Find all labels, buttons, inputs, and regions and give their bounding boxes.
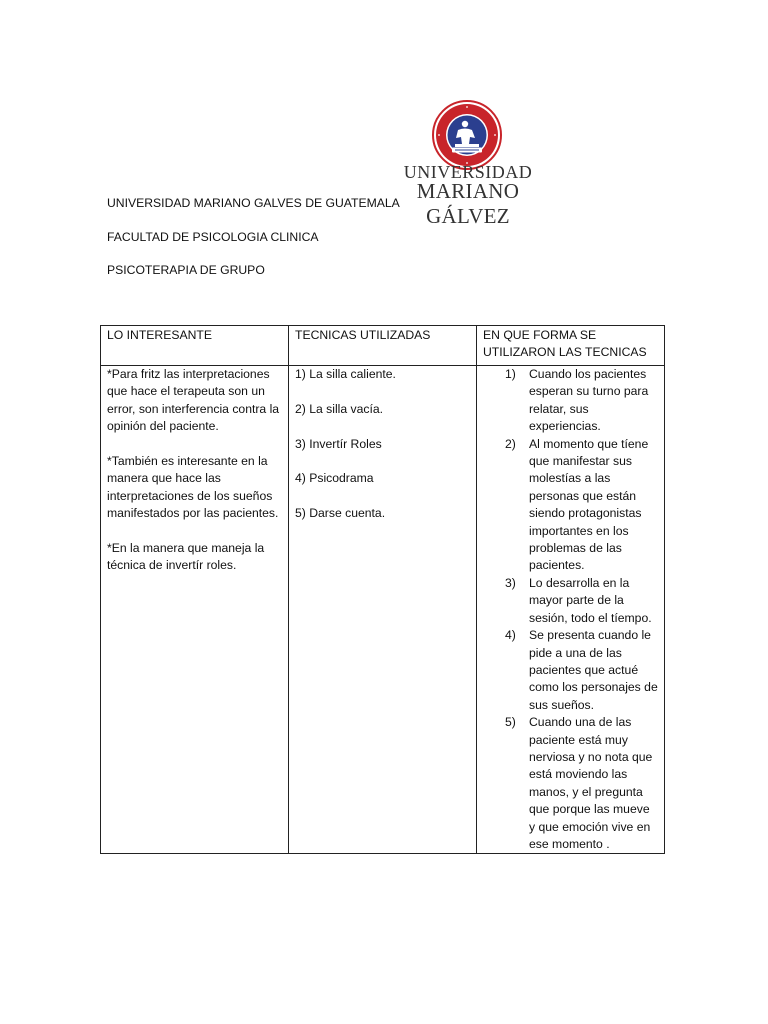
forms-list: [483, 366, 658, 853]
list-item-text: Se presenta cuando le pide a una de las pacientes que actué como los personajes de sus sueños.: [529, 628, 658, 712]
list-item-text: Al momento que tíene que manifestar sus molestías a las personas que están siendo protagonistas importantes en los problemas de las pacientes.: [529, 436, 649, 573]
header-en-que-forma: EN QUE FORMA SE UTILIZARON LAS TECNICAS: [477, 326, 665, 366]
techniques-cell: [289, 366, 477, 854]
list-item: [483, 714, 658, 853]
university-name: UNIVERSIDAD MARIANO GALVES DE GUATEMALA: [107, 196, 400, 210]
table-header-row: [101, 326, 665, 366]
techniques-table: [100, 325, 665, 854]
list-item-text: Cuando una de las paciente está muy nerviosa y no nota que está moviendo las manos, y el pregunta que porque las mueve y que emoción vive en ese momento .: [529, 715, 653, 851]
technique-item: 2) La silla vacía.: [295, 401, 384, 416]
technique-item: 5) Darse cuenta.: [295, 506, 386, 521]
wordmark-universidad: UNIVERSIDAD: [403, 162, 533, 182]
table-row: [101, 366, 665, 854]
interesting-paragraph: *También es interesante en la manera que hace las interpretaciones de los sueños manifestados por las pacientes.: [107, 454, 279, 521]
interesting-paragraph: *En la manera que maneja la técnica de invertír roles.: [107, 541, 265, 573]
interesting-paragraph: *Para fritz las interpretaciones que hace el terapeuta son un error, son interferencia contra la opinión del paciente.: [107, 367, 280, 434]
list-item: [483, 627, 658, 714]
list-item: [483, 575, 658, 627]
list-item-number: 3): [505, 575, 516, 590]
wordmark-mariano-galvez: MARIANO GÁLVEZ: [416, 179, 520, 228]
technique-item: 1) La silla caliente.: [295, 367, 396, 381]
forms-cell: [477, 366, 665, 854]
list-item-number: 2): [505, 436, 516, 451]
list-item-number: 4): [505, 628, 516, 643]
list-item: [483, 436, 658, 575]
list-item-text: Lo desarrolla en la mayor parte de la sesión, todo el tíempo.: [529, 575, 652, 625]
list-item: [483, 366, 658, 436]
technique-item: 3) Invertír Roles: [295, 436, 382, 451]
university-logo: [384, 96, 554, 228]
list-item-number: 1): [505, 367, 516, 381]
faculty-name: FACULTAD DE PSICOLOGIA CLINICA: [107, 230, 319, 244]
header-lo-interesante: LO INTERESANTE: [101, 326, 289, 366]
interesting-cell: [101, 366, 289, 854]
course-name: PSICOTERAPIA DE GRUPO: [107, 263, 265, 277]
list-item-number: 5): [505, 715, 516, 730]
list-item-text: Cuando los pacientes esperan su turno para relatar, sus experiencias.: [529, 367, 649, 434]
header-tecnicas-utilizadas: TECNICAS UTILIZADAS: [289, 326, 477, 366]
technique-item: 4) Psicodrama: [295, 471, 374, 486]
university-seal-icon: [432, 100, 502, 170]
